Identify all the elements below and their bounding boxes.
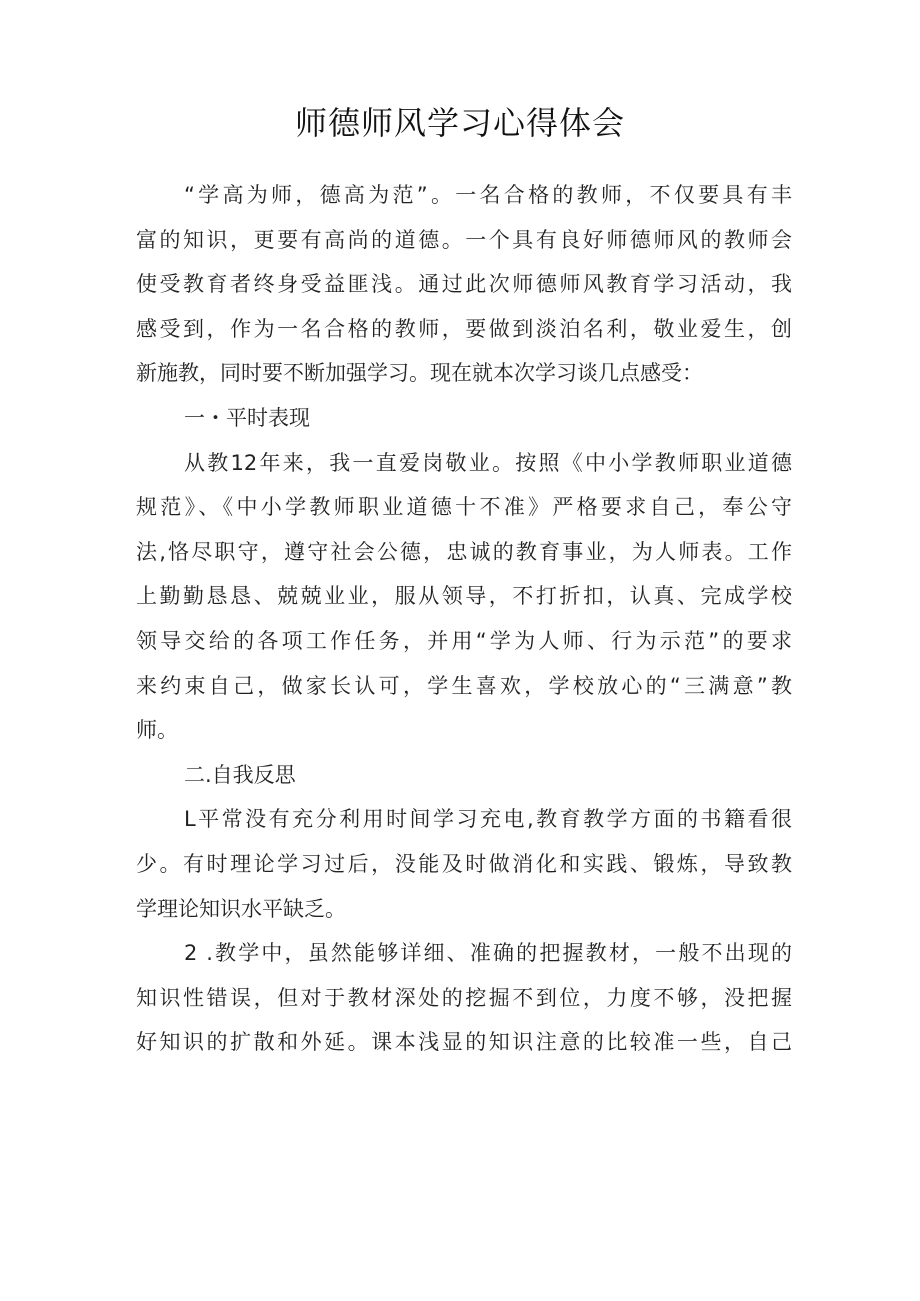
paragraph-line: 2 .教学中，虽然能够详细、准确的把握教材，一般不出现的	[184, 941, 792, 966]
paragraph-line: 规范》、《中小学教师职业道德十不准》严格要求自己，奉公守	[136, 495, 792, 520]
paragraph-line: 使受教育者终身受益匪浅。通过此次师德师风教育学习活动，我	[136, 272, 792, 297]
document-body	[136, 173, 792, 1065]
paragraph-line: 少。有时理论学习过后，没能及时做消化和实践、锻炼，导致教	[136, 851, 792, 876]
paragraph-line: 师。	[136, 718, 178, 743]
paragraph-line: 感受到，作为一名合格的教师，要做到淡泊名利，敬业爱生，创	[136, 316, 792, 341]
paragraph-line: 领导交给的各项工作任务，并用“学为人师、行为示范”的要求	[136, 628, 792, 653]
paragraph-line: 富的知识，更要有高尚的道德。一个具有良好师德师风的教师会	[136, 227, 792, 252]
paragraph-line: 从教12年来，我一直爱岗敬业。按照《中小学教师职业道德	[184, 450, 792, 475]
paragraph-line: 来约束自己，做家长认可，学生喜欢，学校放心的“三满意”教	[136, 673, 792, 698]
section-heading: 一・平时表现	[184, 405, 310, 430]
section-heading: 二.自我反思	[184, 762, 296, 787]
paragraph-line: 好知识的扩散和外延。课本浅显的知识注意的比较准一些，自己	[136, 1030, 792, 1055]
paragraph-line: “学高为师，德高为范”。一名合格的教师，不仅要具有丰	[184, 183, 792, 207]
paragraph-line: 知识性错误，但对于教材深处的挖掘不到位，力度不够，没把握	[136, 985, 792, 1010]
document-title: 师德师风学习心得体会	[294, 104, 625, 142]
paragraph-line: 上勤勤恳恳、兢兢业业，服从领导，不打折扣，认真、完成学校	[136, 584, 792, 609]
paragraph-line: 新施教，同时要不断加强学习。现在就本次学习谈几点感受：	[136, 361, 703, 386]
paragraph-line: 法,恪尽职守，遵守社会公德，忠诚的教育事业，为人师表。工作	[136, 539, 792, 564]
paragraph-line: L平常没有充分利用时间学习充电,教育教学方面的书籍看很	[184, 807, 792, 832]
paragraph-line: 学理论知识水平缺乏。	[136, 896, 346, 921]
